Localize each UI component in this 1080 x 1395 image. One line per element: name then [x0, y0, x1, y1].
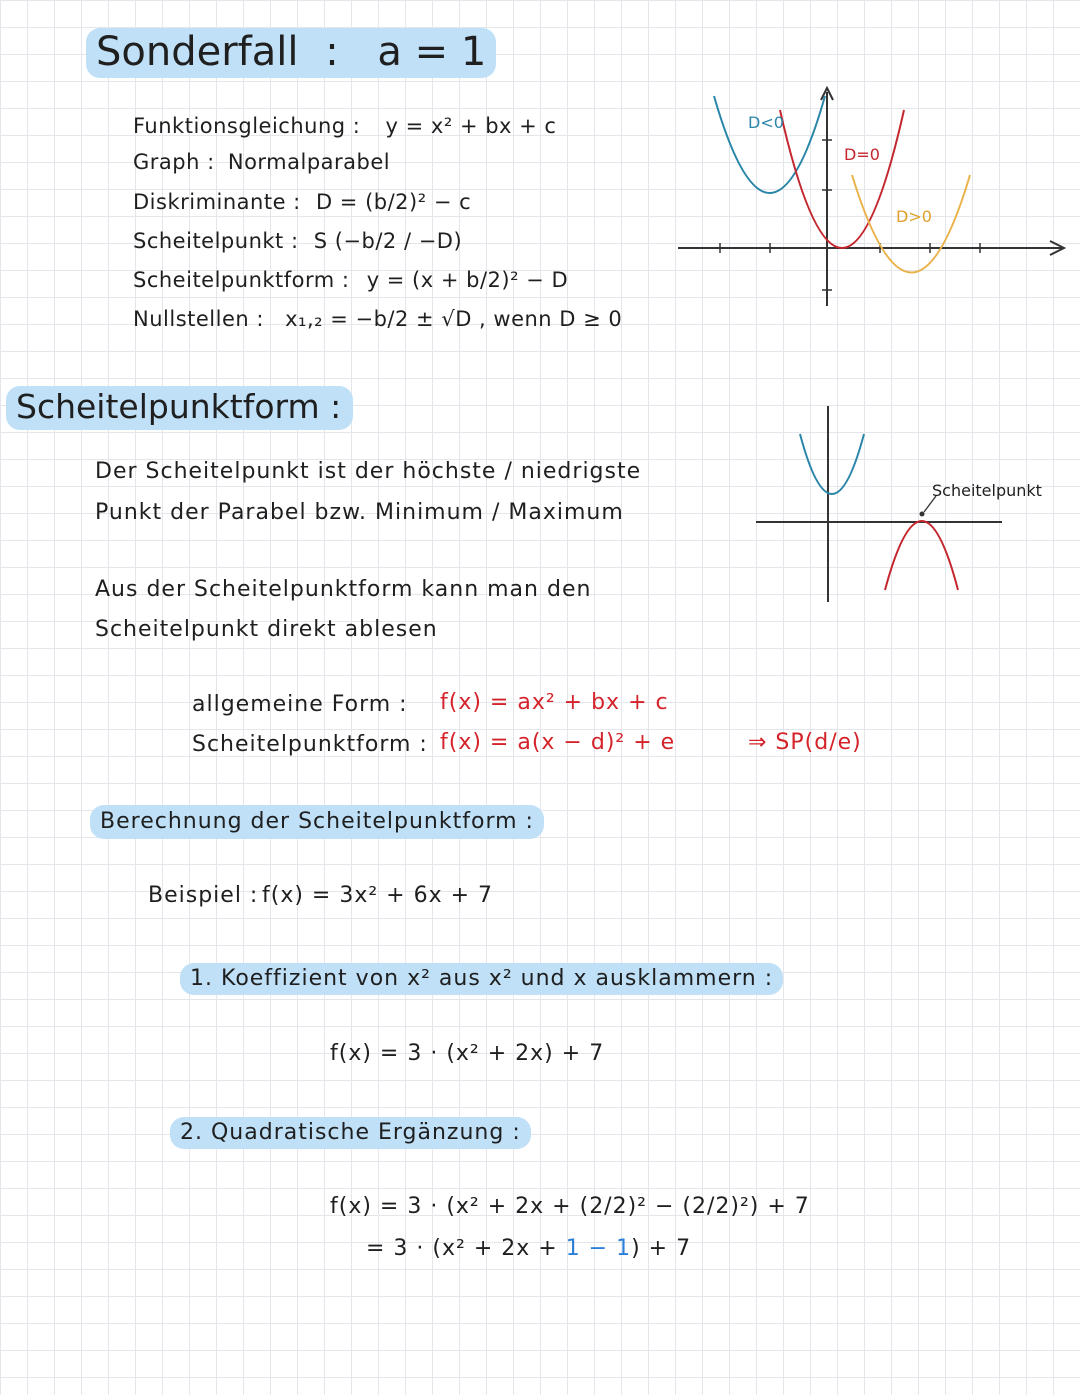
general-form-label: allgemeine Form : — [192, 692, 408, 717]
vertex-graph — [750, 400, 1070, 610]
label-d-equal-0: D=0 — [844, 145, 880, 164]
row-value: y = (x + b/2)² − D — [366, 268, 569, 292]
upward-parabola — [800, 434, 864, 494]
row-label: Scheitelpunkt : — [133, 229, 299, 253]
row-label: Diskriminante : — [133, 190, 301, 214]
para1-line1: Der Scheitelpunkt ist der höchste / niedrigste — [95, 459, 642, 484]
step2-line2-end: ) + 7 — [631, 1236, 692, 1261]
row-label: Nullstellen : — [133, 307, 264, 331]
label-d-less-0: D<0 — [748, 113, 784, 132]
label-d-greater-0: D>0 — [896, 207, 932, 226]
row-label: Funktionsgleichung : — [133, 114, 361, 138]
example-formula: f(x) = 3x² + 6x + 7 — [262, 883, 494, 908]
step2-line2 — [366, 1236, 691, 1261]
para2-line2: Scheitelpunkt direkt ablesen — [95, 617, 438, 642]
row-scheitelpunkt — [133, 229, 462, 253]
row-diskriminante — [133, 190, 471, 214]
parabola-d-less-0 — [714, 96, 825, 193]
downward-parabola — [885, 521, 958, 590]
example-label: Beispiel : — [148, 883, 259, 908]
row-value: y = x² + bx + c — [385, 114, 557, 138]
step1-title: 1. Koeffizient von x² aus x² und x ausklammern : — [180, 963, 783, 995]
general-form-formula: f(x) = ax² + bx + c — [440, 690, 669, 715]
row-value: S (−b/2 / −D) — [313, 229, 463, 253]
para1-line2: Punkt der Parabel bzw. Minimum / Maximum — [95, 500, 624, 525]
step2-line2-start: = 3 · (x² + 2x + — [366, 1236, 566, 1261]
step2-line2-highlight: 1 − 1 — [565, 1236, 632, 1261]
step2-title: 2. Quadratische Ergänzung : — [170, 1117, 531, 1149]
row-funktionsgleichung — [133, 114, 556, 138]
section1-title-colon: : — [325, 29, 339, 75]
discriminant-graph — [670, 80, 1075, 310]
para2-line1: Aus der Scheitelpunktform kann man den — [95, 577, 592, 602]
step1-formula: f(x) = 3 · (x² + 2x) + 7 — [330, 1041, 605, 1066]
parabola-d-equal-0 — [780, 110, 904, 248]
row-scheitelpunktform — [133, 268, 568, 292]
section1-title-box — [86, 28, 496, 78]
row-label: Graph : — [133, 150, 215, 174]
section2-title: Scheitelpunktform : — [6, 386, 353, 430]
row-graph — [133, 150, 390, 174]
row-value: D = (b/2)² − c — [315, 190, 472, 214]
vertex-form-label: Scheitelpunktform : — [192, 732, 428, 757]
vertex-label: Scheitelpunkt — [932, 481, 1042, 500]
step2-line1: f(x) = 3 · (x² + 2x + (2/2)² − (2/2)²) + 7 — [330, 1194, 810, 1219]
vertex-dot — [920, 512, 925, 517]
row-label: Scheitelpunktform : — [133, 268, 350, 292]
vertex-form-formula: f(x) = a(x − d)² + e — [440, 730, 676, 755]
vertex-result: ⇒ SP(d/e) — [748, 730, 862, 755]
row-value: Normalparabel — [227, 150, 391, 174]
row-value: x₁,₂ = −b/2 ± √D , wenn D ≥ 0 — [285, 307, 623, 331]
section1-title: Sonderfall — [96, 29, 299, 75]
section1-condition: a = 1 — [377, 29, 487, 75]
row-nullstellen — [133, 307, 622, 331]
section3-title: Berechnung der Scheitelpunktform : — [90, 805, 544, 839]
